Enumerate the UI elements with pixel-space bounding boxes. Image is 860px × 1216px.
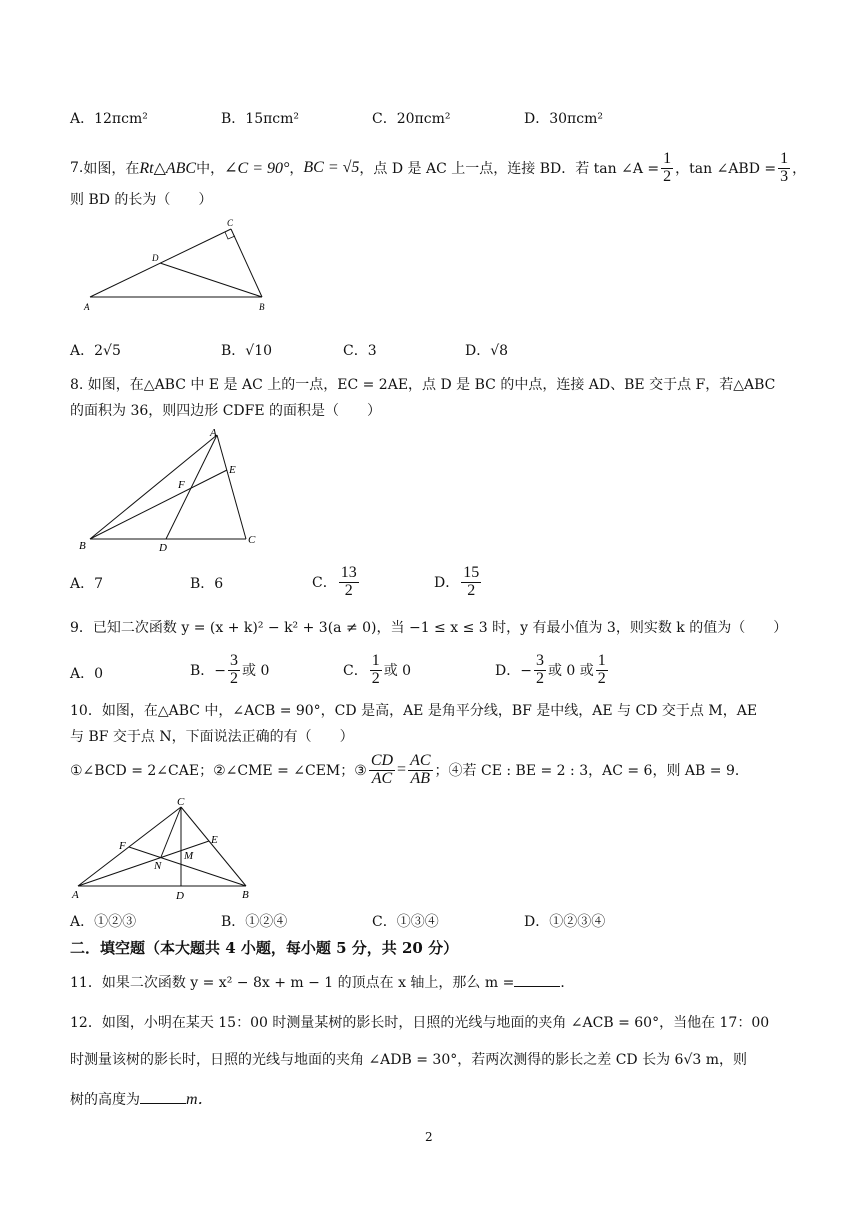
q12-answer-blank[interactable] xyxy=(140,1091,186,1104)
q11-stem: 11．如果二次函数 y = x² − 8x + m − 1 的顶点在 x 轴上，那么 m = ． xyxy=(70,975,575,991)
q10-option-d: D．①②③④ xyxy=(524,914,606,930)
q10-label-m: M xyxy=(184,850,194,862)
q6-option-c: C．20πcm² xyxy=(372,111,451,127)
q7-option-d: D．√8 xyxy=(465,343,509,359)
q7-text: ，点 D 是 AC 上一点，连接 BD．若 tan ∠A = xyxy=(359,161,660,177)
q9-option-b: B．− $\frac{3}{2}$ 或 0 xyxy=(190,651,270,687)
q7-bc: BC = √5 xyxy=(303,159,360,176)
q7-label-d: D xyxy=(152,253,159,263)
q7-figure xyxy=(80,215,280,315)
q8-label-a: A xyxy=(210,427,217,439)
q6-option-b: B．15πcm² xyxy=(221,111,300,127)
q7-angle-c: ∠C = 90° xyxy=(224,160,290,177)
q7-label-b: B xyxy=(259,302,265,312)
q8-label-d: D xyxy=(159,542,167,554)
q6-option-a: A．12πcm² xyxy=(70,111,148,127)
q10-label-d: D xyxy=(176,890,184,900)
q9-option-a: A．0 xyxy=(70,666,104,682)
q7-option-b: B．√10 xyxy=(221,343,273,359)
q10-label-e: E xyxy=(211,834,218,846)
q10-label-f: F xyxy=(119,840,126,852)
q7-text: 如图，在 xyxy=(83,161,140,177)
q10-option-b: B．①②④ xyxy=(221,914,288,930)
q8-label-c: C xyxy=(248,534,256,546)
q9-stem: 9．已知二次函数 y = (x + k)² − k² + 3(a ≠ 0)，当 −1 ≤ x ≤ 3 时，y 有最小值为 3，则实数 k 的值为（ ） xyxy=(70,620,788,636)
q8-label-f: F xyxy=(178,479,185,491)
q8-option-c: C． $\frac{13}{2}$ xyxy=(312,563,357,599)
q7-stem-line1: 7. 如图，在 Rt△ABC 中， ∠C = 90° ， BC = √5 ，点 D 是 AC 上一点，连接 BD．若 tan ∠A = $\frac{1}{2}$ ，tan ∠ABD = $\frac{1}{3}$ ， xyxy=(70,149,807,185)
q8-option-a: A．7 xyxy=(70,576,104,592)
q10-label-a: A xyxy=(72,889,79,900)
q7-option-c: C．3 xyxy=(343,343,377,359)
q7-number: 7. xyxy=(70,160,84,176)
q10-label-c: C xyxy=(177,796,185,808)
q12-stem-line1: 12．如图，小明在某天 15：00 时测量某树的影长时，日照的光线与地面的夹角 ∠ACB = 60°，当他在 17：00 xyxy=(70,1015,770,1031)
q7-label-c: C xyxy=(227,218,234,228)
q8-figure xyxy=(76,425,276,557)
q7-stem-line2: 则 BD 的长为（ ） xyxy=(70,192,213,208)
q10-fraction-2: $\frac{AC}{AB}$ xyxy=(410,751,431,787)
page-number: 2 xyxy=(425,1130,433,1144)
q7-text: 中， xyxy=(196,161,225,177)
q12-stem-line2: 时测量该树的影长时，日照的光线与地面的夹角 ∠ADB = 30°，若两次测得的影长之差 CD 长为 6√3 m，则 xyxy=(70,1052,747,1068)
q8-stem-line2: 的面积为 36，则四边形 CDFE 的面积是（ ） xyxy=(70,403,382,419)
q7-label-a: A xyxy=(84,302,90,312)
q8-option-b: B．6 xyxy=(190,576,224,592)
q10-label-b: B xyxy=(242,889,249,900)
q9-option-d: D．− $\frac{3}{2}$ 或 0 或 $\frac{1}{2}$ xyxy=(495,651,606,687)
q8-label-b: B xyxy=(79,540,86,552)
q7-text: ，tan ∠ABD = xyxy=(675,161,777,177)
q10-label-n: N xyxy=(154,860,162,872)
q12-stem-line3: 树的高度为 m． xyxy=(70,1091,214,1108)
section-heading: 二．填空题（本大题共 4 小题，每小题 5 分，共 20 分） xyxy=(70,939,459,957)
q10-figure xyxy=(68,795,268,900)
q10-option-a: A．①②③ xyxy=(70,914,137,930)
q7-fraction-2: $\frac{1}{3}$ xyxy=(780,149,789,185)
q10-fraction-1: $\frac{CD}{AC}$ xyxy=(370,751,394,787)
q11-answer-blank[interactable] xyxy=(514,974,560,987)
q8-label-e: E xyxy=(229,464,236,476)
q8-stem-line1: 8. 如图，在△ABC 中 E 是 AC 上的一点，EC = 2AE，点 D 是 BC 的中点，连接 AD、BE 交于点 F，若△ABC xyxy=(70,377,776,393)
q10-stem-line1: 10．如图，在△ABC 中，∠ACB = 90°，CD 是高，AE 是角平分线，BF 是中线，AE 与 CD 交于点 M，AE xyxy=(70,703,758,719)
q7-option-a: A．2√5 xyxy=(70,343,121,359)
q10-option-c: C．①③④ xyxy=(372,914,439,930)
q10-statements: ①∠BCD = 2∠CAE；②∠CME = ∠CEM；③ $\frac{CD}{AC}$ = $\frac{AC}{AB}$ ；④若 CE : BE = 2 : 3，AC = 6，则 AB = 9． xyxy=(70,751,749,787)
q9-option-c: C． $\frac{1}{2}$ 或 0 xyxy=(343,651,412,687)
q7-triangle: Rt△ABC xyxy=(139,160,197,177)
q8-option-d: D． $\frac{15}{2}$ xyxy=(434,563,480,599)
q6-option-d: D．30πcm² xyxy=(524,111,603,127)
q10-stem-line2: 与 BF 交于点 N，下面说法正确的有（ ） xyxy=(70,729,354,745)
q7-fraction-1: $\frac{1}{2}$ xyxy=(663,149,672,185)
